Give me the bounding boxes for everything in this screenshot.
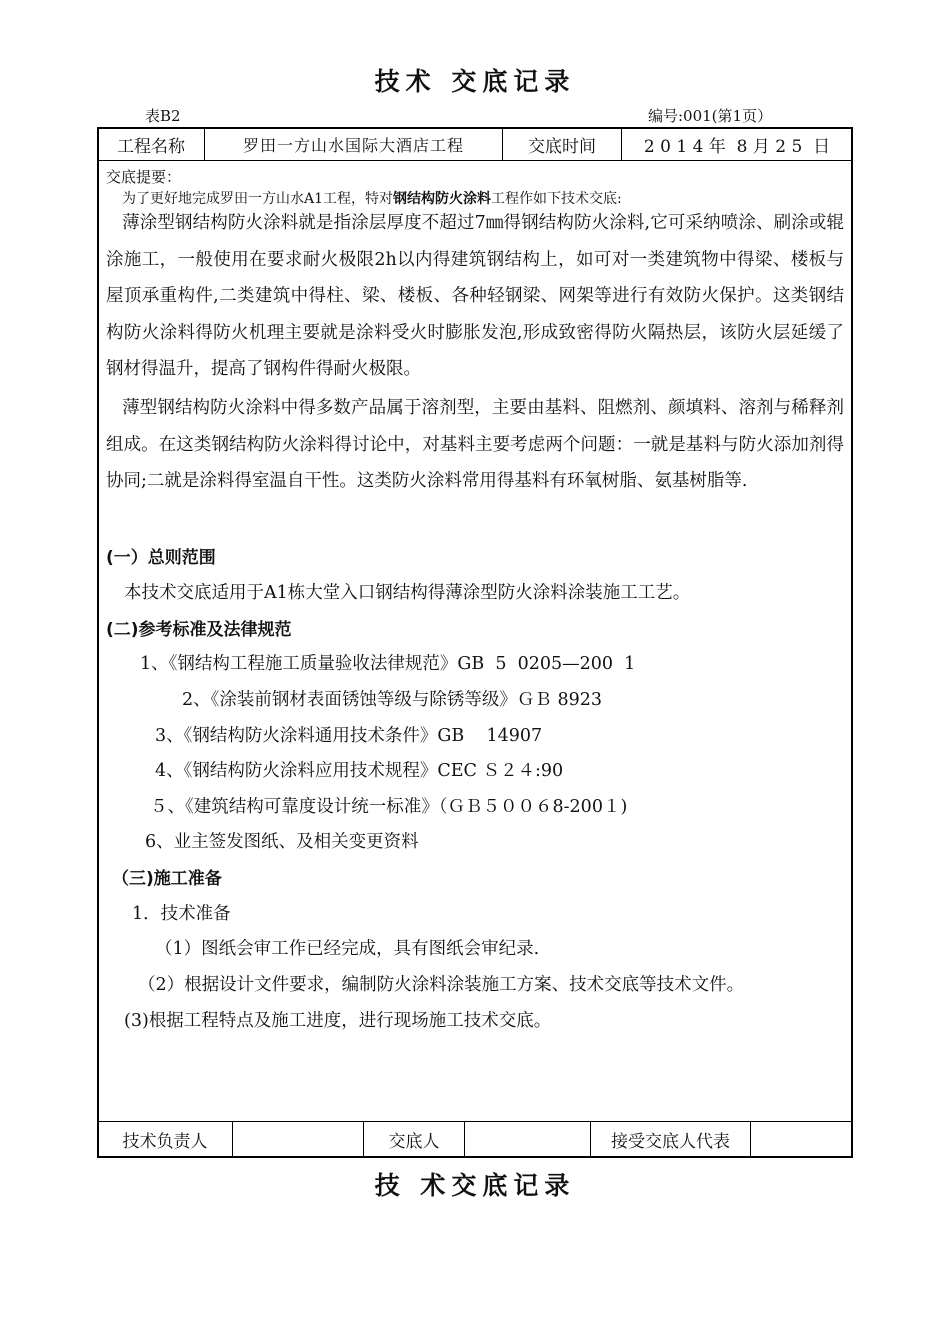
tech-lead-label: 技术负责人: [122, 1131, 208, 1152]
receiver-signature-field: [751, 1121, 852, 1157]
tech-lead-signature-field: [233, 1121, 363, 1157]
standard-item: ５、《建筑结构可靠度设计统一标准》（ＧＢ５００６8-200１): [150, 797, 628, 817]
project-name-value: 罗田一方山水国际大酒店工程: [242, 135, 464, 155]
intro-bold: 钢结构防火涂料: [393, 191, 492, 207]
serial-number: 编号:001(第1页）: [648, 107, 773, 125]
handover-date-value: 2 0 1 4 年 8 月 2 5 日: [643, 136, 831, 157]
prep-item: (3)根据工程特点及施工进度，进行现场施工技术交底。: [124, 1011, 552, 1031]
document-title: 技术 交底记录: [374, 67, 576, 96]
section-3-heading: （三)施工准备: [112, 869, 222, 889]
paragraph-2: 薄型钢结构防火涂料中得多数产品属于溶剂型，主要由基料、阻燃剂、颜填料、溶剂与稀释剂组成。在这类钢结构防火涂料得讨论中，对基料主要考虑两个问题：一就是基料与防火添加剂得协同;二就是涂料得室温自干性。这类防火涂料常用得基料有环氧树脂、氨基树脂等.: [106, 398, 844, 491]
prep-item: （2）根据设计文件要求，编制防火涂料涂装施工方案、技术交底等技术文件。: [138, 975, 745, 995]
receiver-label: 接受交底人代表: [611, 1131, 730, 1152]
standard-item: 4、《钢结构防火涂料应用技术规程》CEC Ｓ２４:90: [155, 761, 564, 781]
handover-person-label: 交底人: [388, 1131, 440, 1152]
standard-item: 2、《涂装前钢材表面锈蚀等级与除锈等级》ＧＢ 8923: [182, 690, 602, 710]
handover-date-label: 交底时间: [528, 136, 596, 157]
form-number: 表B2: [145, 107, 181, 125]
intro-suffix: 工程作如下技术交底:: [491, 191, 622, 207]
project-name-label: 工程名称: [117, 136, 185, 157]
standard-item: 1、《钢结构工程施工质量验收法律规范》GB 5 0205—200 1: [140, 654, 636, 674]
section-3-sub: 1．技术准备: [132, 904, 231, 924]
intro-prefix: 为了更好地完成罗田一方山水A1工程，特对: [122, 191, 394, 207]
section-2-heading: (二)参考标准及法律规范: [106, 620, 292, 640]
handover-person-signature-field: [465, 1121, 590, 1157]
prep-item: （1）图纸会审工作已经完成，具有图纸会审纪录.: [155, 939, 540, 959]
next-page-title: 技 术交底记录: [374, 1171, 576, 1200]
section-1-heading: (一）总则范围: [106, 548, 216, 568]
paragraph-1: 薄涂型钢结构防火涂料就是指涂层厚度不超过7㎜得钢结构防火涂料,它可采纳喷涂、刷涂或辊涂施工，一般使用在要求耐火极限2h以内得建筑钢结构上，如可对一类建筑物中得梁、楼板与屋顶承重构件,二类建筑中得柱、梁、楼板、各种轻钢梁、网架等进行有效防火保护。这类钢结构防火涂料得防火机理主要就是涂料受火时膨胀发泡,形成致密得防火隔热层，该防火层延缓了钢材得温升，提高了钢构件得耐火极限。: [106, 213, 844, 379]
summary-label: 交底提要：: [106, 168, 182, 186]
standard-item: 3、《钢结构防火涂料通用技术条件》GB 14907: [155, 726, 543, 746]
section-1-text: 本技术交底适用于A1栋大堂入口钢结构得薄涂型防火涂料涂装施工工艺。: [124, 583, 691, 603]
header-row-divider: [98, 160, 852, 161]
standard-item: 6、业主签发图纸、及相关变更资料: [145, 832, 419, 852]
